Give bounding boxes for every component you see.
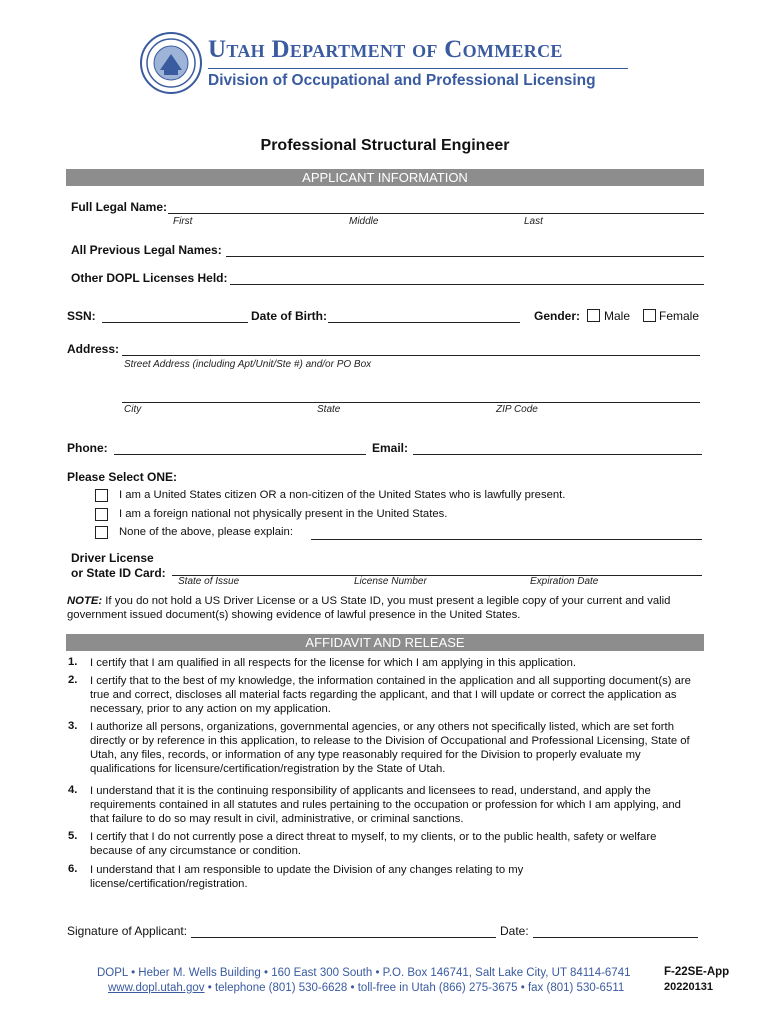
form-date: 20220131 (664, 981, 713, 993)
footer-contact (108, 982, 624, 994)
dopl-website-link[interactable]: www.dopl.utah.gov (108, 982, 205, 994)
gender-female-label: Female (659, 309, 700, 323)
date-label: Date: (500, 924, 529, 938)
gender-female-checkbox[interactable] (643, 309, 656, 322)
affidavit-item-text: I understand that I am responsible to update the Division of any changes relating to my license/certification/registration. (90, 864, 524, 890)
previous-names-field[interactable] (226, 256, 704, 257)
citizen-option-text: I am a United States citizen OR a non-citizen of the United States who is lawfully present. (119, 489, 566, 501)
affidavit-item-text: I authorize all persons, organizations, governmental agencies, or any others not specifically listed, which are set forth directly or by reference in this application, to release to the Division of Occupational and Professional Licensing, State of Utah, any files, records, or information of any type reasonably required for the Division to properly evaluate my qualifications for licensure/certification/registration by the State of Utah. (90, 721, 690, 775)
explain-field[interactable] (311, 539, 702, 540)
dob-field[interactable] (328, 322, 520, 323)
date-field[interactable] (533, 937, 698, 938)
phone-field[interactable] (114, 454, 366, 455)
first-caption: First (173, 216, 193, 227)
other-licenses-field[interactable] (230, 284, 704, 285)
license-number-caption: License Number (354, 576, 427, 587)
street-address-field[interactable] (122, 355, 700, 356)
driver-license-field[interactable] (172, 575, 702, 576)
affidavit-section-header: AFFIDAVIT AND RELEASE (66, 634, 704, 651)
department-name: Utah Department of Commerce (208, 36, 563, 63)
lawful-presence-note (67, 594, 707, 622)
address-label: Address: (67, 342, 120, 356)
header-rule (208, 68, 628, 69)
footer-address: DOPL • Heber M. Wells Building • 160 East 300 South • P.O. Box 146741, Salt Lake City, UT 84114-6741 (97, 967, 631, 979)
utah-seal-logo (140, 32, 202, 94)
signature-label: Signature of Applicant: (67, 924, 188, 938)
previous-names-label: All Previous Legal Names: (71, 243, 222, 257)
phone-label: Phone: (67, 441, 108, 455)
signature-field[interactable] (191, 937, 496, 938)
select-one-label: Please Select ONE: (67, 470, 178, 484)
applicant-section-header: APPLICANT INFORMATION (66, 169, 704, 186)
note-text-2: government issued document(s) showing evidence of lawful presence in the United States. (67, 609, 521, 621)
email-label: Email: (372, 441, 409, 455)
gender-label: Gender: (534, 309, 581, 323)
state-of-issue-caption: State of Issue (178, 576, 240, 587)
ssn-field[interactable] (102, 322, 248, 323)
affidavit-item-text: I understand that it is the continuing responsibility of applicants and licensees to read, understand, and apply the requirements contained in all statutes and rules pertaining to the occupation or profession for which I am applying, and that failure to do so may result in civil, administrative, or criminal sanctions. (90, 785, 681, 825)
city-caption: City (124, 404, 142, 415)
none-of-above-checkbox[interactable] (95, 526, 108, 539)
state-caption: State (317, 404, 341, 415)
ssn-label: SSN: (67, 309, 96, 323)
affidavit-item-text: I certify that I am qualified in all respects for the license for which I am applying in this application. (90, 657, 577, 669)
foreign-national-option-text: I am a foreign national not physically present in the United States. (119, 508, 448, 520)
form-title: Professional Structural Engineer (260, 137, 510, 154)
full-legal-name-label: Full Legal Name: (71, 200, 168, 214)
affidavit-item-num: 4. (68, 784, 78, 796)
street-caption: Street Address (including Apt/Unit/Ste #) and/or PO Box (124, 359, 372, 370)
last-caption: Last (524, 216, 543, 227)
affidavit-item-num: 1. (68, 656, 78, 668)
citizen-checkbox[interactable] (95, 489, 108, 502)
footer-phones: • telephone (801) 530-6628 • toll-free in Utah (866) 275-3675 • fax (801) 530-6511 (204, 982, 625, 994)
division-name: Division of Occupational and Professional Licensing (208, 72, 596, 89)
driver-license-label-1: Driver License (71, 551, 154, 565)
middle-caption: Middle (349, 216, 379, 227)
city-state-zip-field[interactable] (122, 402, 700, 403)
driver-license-label-2: or State ID Card: (71, 566, 166, 580)
expiration-caption: Expiration Date (530, 576, 599, 587)
note-prefix: NOTE: (67, 595, 103, 607)
foreign-national-checkbox[interactable] (95, 508, 108, 521)
affidavit-item-text: I certify that to the best of my knowledge, the information contained in the application and all supporting document(s) are true and correct, discloses all material facts regarding the applicant, and that I will update or correct the application as necessary, prior to any action on my application. (90, 675, 691, 715)
affidavit-item-num: 2. (68, 674, 78, 686)
gender-male-checkbox[interactable] (587, 309, 600, 322)
other-licenses-label: Other DOPL Licenses Held: (71, 271, 228, 285)
form-code: F-22SE-App (664, 966, 730, 978)
note-text-1: If you do not hold a US Driver License or a US State ID, you must present a legible copy of your current and valid (102, 595, 671, 607)
affidavit-item-text: I certify that I do not currently pose a direct threat to myself, to my clients, or to the public health, safety or welfare because of any circumstance or condition. (90, 831, 657, 857)
dob-label: Date of Birth: (251, 309, 327, 323)
affidavit-item-num: 6. (68, 863, 78, 875)
full-legal-name-field[interactable] (168, 213, 704, 214)
gender-male-label: Male (604, 309, 631, 323)
zip-caption: ZIP Code (496, 404, 538, 415)
none-of-above-option-text: None of the above, please explain: (119, 526, 293, 538)
email-field[interactable] (413, 454, 702, 455)
affidavit-item-num: 3. (68, 720, 78, 732)
affidavit-item-num: 5. (68, 830, 78, 842)
